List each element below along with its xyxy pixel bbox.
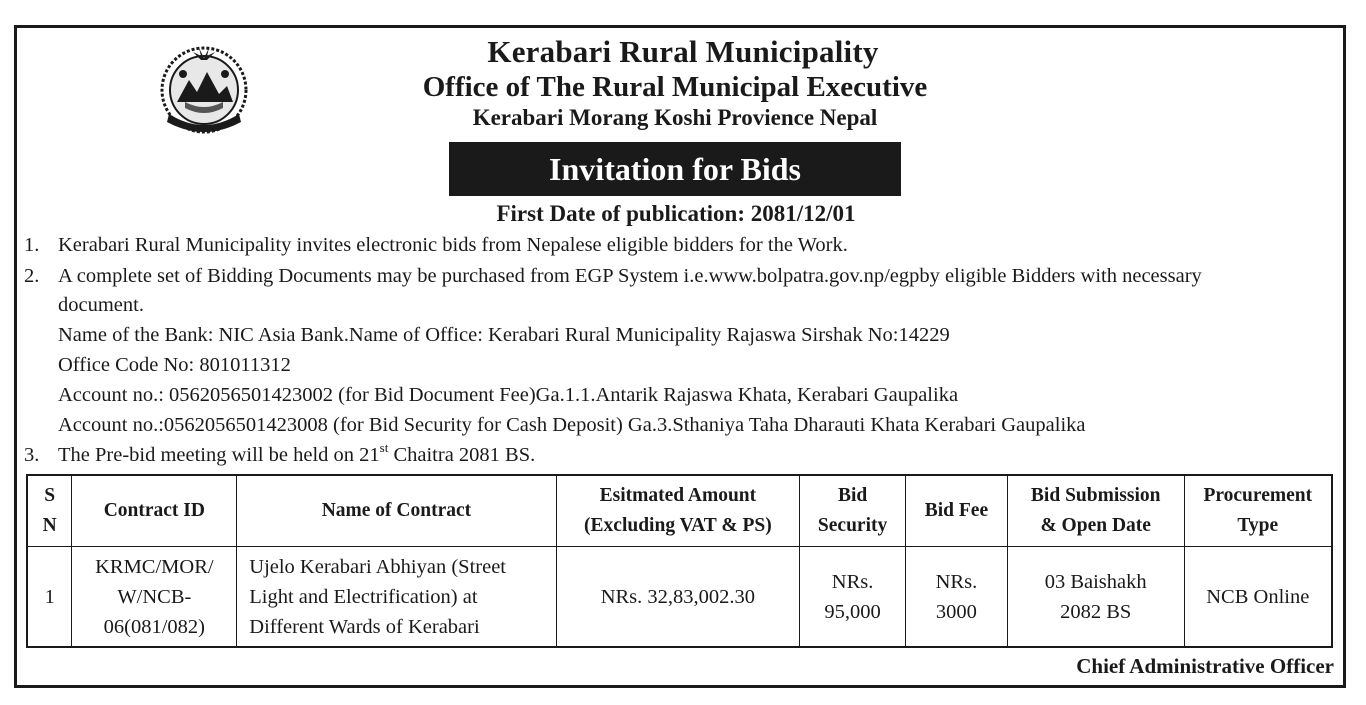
clause-number: 2. [24,265,40,287]
cell-name: Ujelo Kerabari Abhiyan (Street Light and Electrification) at Different Wards of Kerabari [237,547,556,648]
bank-details: Name of the Bank: NIC Asia Bank.Name of Office: Kerabari Rural Municipality Rajaswa Sirshak No:14229 [58,324,950,346]
cell-procurement: NCB Online [1184,547,1332,648]
cell-security: NRs. 95,000 [800,547,906,648]
office-code: Office Code No: 801011312 [58,354,291,376]
municipality-name: Kerabari Rural Municipality [487,34,879,69]
clause-text: document. [58,294,144,316]
cell-fee: NRs. 3000 [906,547,1008,648]
header-name: Name of Contract [237,475,556,547]
office-address: Kerabari Morang Koshi Provience Nepal [472,105,878,130]
bid-fee-account: Account no.: 0562056501423002 (for Bid Document Fee)Ga.1.1.Antarik Rajaswa Khata, Kerabari Gaupalika [58,384,959,406]
header-submission: Bid Submission & Open Date [1007,475,1184,547]
cell-amount: NRs. 32,83,002.30 [556,547,800,648]
notice-title: Invitation for Bids [449,142,901,196]
pre-bid-meeting: The Pre-bid meeting will be held on 21st Chaitra 2081 BS. [58,440,536,466]
bids-table [26,474,1333,648]
cell-sn: 1 [27,547,72,648]
header-sn: S N [27,475,72,547]
table-header-row [27,475,1332,547]
clause-number: 1. [24,234,40,256]
header-security: Bid Security [800,475,906,547]
office-name: Office of The Rural Municipal Executive [422,71,928,103]
header-contract-id: Contract ID [72,475,237,547]
header-procurement: Procurement Type [1184,475,1332,547]
header-amount: Esitmated Amount (Excluding VAT & PS) [556,475,800,547]
bid-security-account: Account no.:0562056501423008 (for Bid Security for Cash Deposit) Ga.3.Sthaniya Taha Dharauti Khata Kerabari Gaupalika [58,414,1086,436]
clause-text: Kerabari Rural Municipality invites electronic bids from Nepalese eligible bidders for the Work. [58,234,848,256]
header-fee: Bid Fee [906,475,1008,547]
clause-text: A complete set of Bidding Documents may be purchased from EGP System i.e.www.bolpatra.gov.np/egpby eligible Bidders with necessary [58,265,1202,287]
cell-contract-id: KRMC/MOR/ W/NCB- 06(081/082) [72,547,237,648]
clause-number: 3. [24,444,40,466]
cell-date: 03 Baishakh 2082 BS [1007,547,1184,648]
publication-date: First Date of publication: 2081/12/01 [496,201,856,226]
signature: Chief Administrative Officer [1076,654,1334,678]
table-row [27,547,1332,648]
